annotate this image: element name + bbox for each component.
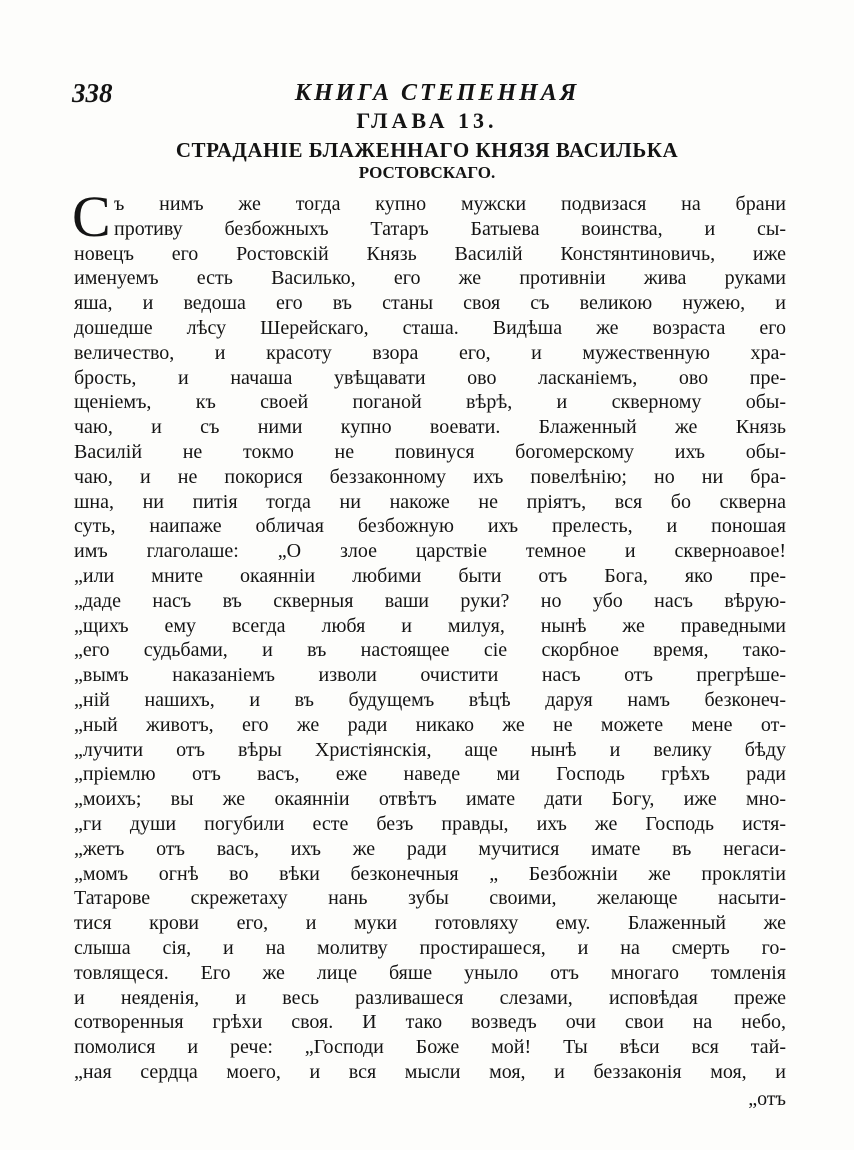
text-line: товлящеся. Его же лице бяше уныло отъ многаго томленія	[74, 961, 786, 984]
text-line: Татарове скрежетаху нань зубы своими, желающе насыти-	[74, 887, 786, 910]
text-line: „моихъ; вы же окаянніи отвѣтъ имате дати Богу, иже мно-	[74, 788, 786, 811]
body-text	[72, 184, 786, 1085]
text-line: шна, ни питія тогда ни накоже не пріятъ, вся бо скверна	[74, 490, 786, 513]
text-line: „ги души погубили есте безъ правды, ихъ же Господь истя-	[74, 812, 786, 835]
page-number: 338	[72, 78, 113, 108]
text-line: „лучити отъ вѣры Христіянскія, аще нынѣ и велику бѣду	[74, 738, 786, 761]
text-line: „ній нашихъ, и въ будущемъ вѣцѣ даруя намъ безконеч-	[74, 688, 786, 711]
text-line: „ный животъ, его же ради никако же не можете мене от-	[74, 713, 786, 736]
drop-cap: С	[72, 184, 111, 249]
catchword: „отъ	[748, 1088, 786, 1110]
text-line: дошедше лѣсу Шерейскаго, сташа. Видѣша же возраста его	[74, 316, 786, 339]
text-line: и неяденія, и весь разливашеся слезами, исповѣдая преже	[74, 986, 786, 1009]
text-line: суть, наипаже обличая безбожную ихъ прелесть, и поношая	[74, 515, 786, 538]
running-title: КНИГА СТЕПЕННАЯ	[294, 80, 580, 106]
text-line: Василій не токмо не повинуся богомерскому ихъ обы-	[74, 440, 786, 463]
text-line: помолися и рече: „Господи Боже мой! Ты вѣси вся тай-	[74, 1036, 786, 1059]
text-line: новецъ его Ростовскій Князь Василій Констянтиновичь, иже	[74, 242, 786, 265]
text-line: именуемъ есть Василько, его же противніи жива руками	[74, 267, 786, 290]
text-line: „даде насъ въ скверныя ваши руки? но убо насъ вѣрую-	[74, 589, 786, 612]
text-line: чаю, и съ ними купно воевати. Блаженный же Князь	[74, 416, 786, 439]
text-line: щеніемъ, къ своей поганой вѣрѣ, и скверному обы-	[74, 391, 786, 414]
text-line: яша, и ведоша его въ станы своя съ великою нужею, и	[74, 292, 786, 315]
text-line: имъ глаголаше: „О злое царствіе темное и скверноавое!	[74, 540, 786, 563]
text-line: тися крови его, и муки готовляху ему. Блаженный же	[74, 912, 786, 935]
text-line: величество, и красоту взора его, и мужественную хра-	[74, 341, 786, 364]
text-line: слыша сія, и на молитву простирашеся, и на смерть го-	[74, 936, 786, 959]
text-line: „щихъ ему всегда любя и милуя, нынѣ же праведными	[74, 614, 786, 637]
text-line: „жетъ отъ васъ, ихъ же ради мучитися имате въ негаси-	[74, 837, 786, 860]
text-line: „его судьбами, и въ настоящее сіе скорбное время, тако-	[74, 639, 786, 662]
text-line: „или мните окаянніи любими быти отъ Бога, яко пре-	[74, 564, 786, 587]
chapter-label: ГЛАВА 13.	[356, 108, 498, 133]
chapter-title-continued: РОСТОВСКАГО.	[358, 163, 496, 182]
text-line: ъ нимъ же тогда купно мужски подвизася на брани	[114, 193, 786, 215]
text-line: „момъ огнѣ во вѣки безконечныя „ Безбожніи же проклятіи	[74, 862, 786, 885]
text-line: „пріемлю отъ васъ, еже наведе ми Господь грѣхъ ради	[74, 763, 786, 786]
chapter-title: СТРАДАНІЕ БЛАЖЕННАГО КНЯЗЯ ВАСИЛЬКА	[175, 138, 679, 162]
text-line: противу безбожныхъ Татаръ Батыева воинства, и сы-	[114, 217, 786, 240]
text-line: брость, и начаша увѣщавати ово ласканіемъ, ово пре-	[74, 366, 786, 389]
text-line: „ная сердца моего, и вся мысли моя, и беззаконія моя, и	[74, 1060, 786, 1083]
text-line: чаю, и не покорися беззаконному ихъ повелѣнію; но ни бра-	[74, 465, 786, 488]
text-line: „вымъ наказаніемъ изволи очистити насъ отъ прегрѣше-	[74, 664, 786, 687]
text-line: сотворенныя грѣхи своя. И тако возведъ очи свои на небо,	[74, 1011, 786, 1034]
